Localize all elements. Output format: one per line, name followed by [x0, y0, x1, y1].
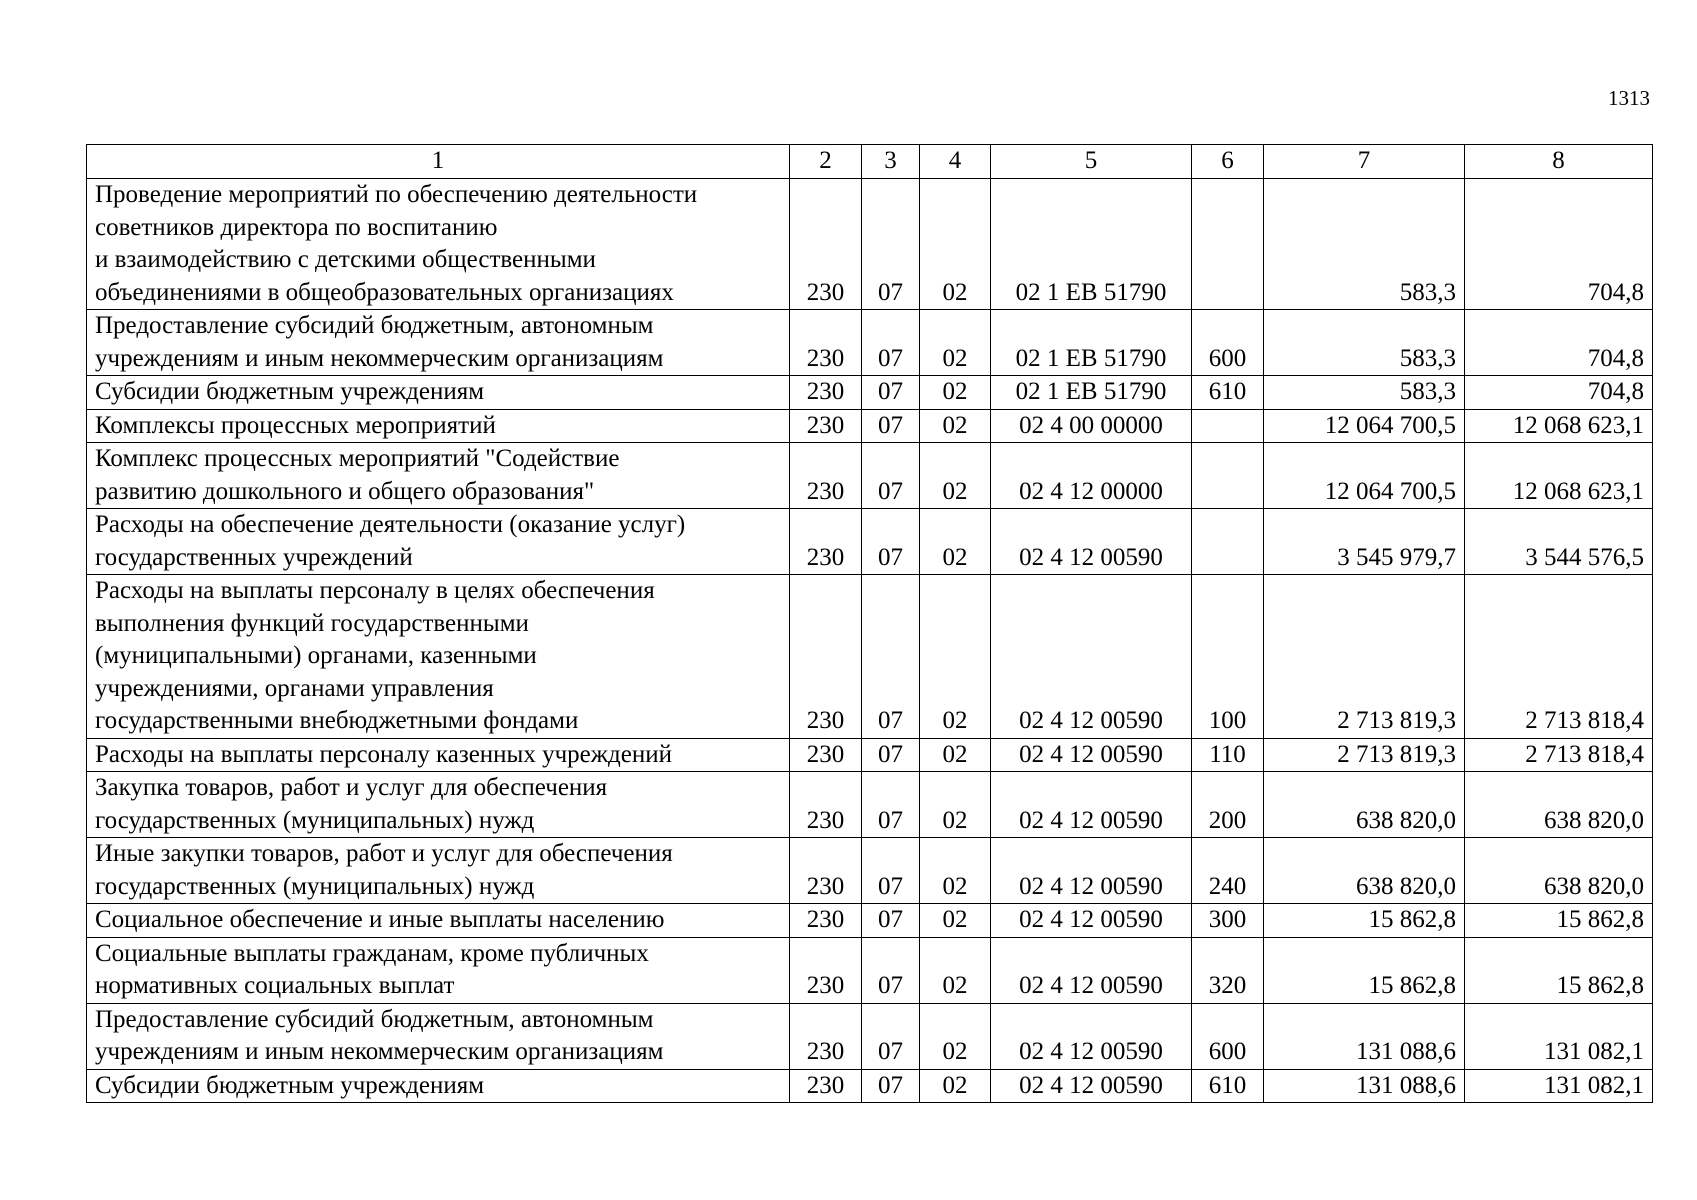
row-cell-col2: 230: [790, 179, 862, 310]
row-cell-col7: 583,3: [1264, 310, 1465, 376]
table-row: [87, 509, 1653, 575]
table-row: [87, 575, 1653, 739]
table-row: [87, 904, 1653, 938]
column-header-3: 3: [862, 145, 920, 179]
row-cell-col2: 230: [790, 1003, 862, 1069]
row-cell-col4: 02: [920, 1069, 991, 1103]
row-cell-col8: 704,8: [1465, 179, 1653, 310]
row-cell-col3: 07: [862, 409, 920, 443]
row-cell-col4: 02: [920, 409, 991, 443]
row-cell-col7: 2 713 819,3: [1264, 738, 1465, 772]
row-cell-col5: 02 4 12 00590: [991, 1003, 1192, 1069]
row-cell-col8: 12 068 623,1: [1465, 409, 1653, 443]
row-cell-col2: 230: [790, 509, 862, 575]
budget-table: [86, 144, 1653, 1103]
row-cell-col2: 230: [790, 310, 862, 376]
row-cell-col3: 07: [862, 838, 920, 904]
row-cell-col2: 230: [790, 904, 862, 938]
row-cell-col8: 12 068 623,1: [1465, 443, 1653, 509]
row-cell-col2: 230: [790, 838, 862, 904]
row-cell-col6: [1192, 443, 1264, 509]
row-cell-col2: 230: [790, 376, 862, 410]
header-row: [87, 145, 1653, 179]
table-row: [87, 409, 1653, 443]
table-row: [87, 772, 1653, 838]
row-name-cell: Комплекс процессных мероприятий "Содействие развитию дошкольного и общего образования": [87, 443, 790, 509]
row-cell-col8: 131 082,1: [1465, 1069, 1653, 1103]
table-row: [87, 1003, 1653, 1069]
row-cell-col3: 07: [862, 1069, 920, 1103]
column-header-7: 7: [1264, 145, 1465, 179]
table-body: [87, 179, 1653, 1103]
row-cell-col5: 02 4 12 00590: [991, 904, 1192, 938]
row-cell-col6: 610: [1192, 376, 1264, 410]
row-cell-col6: 600: [1192, 1003, 1264, 1069]
column-header-8: 8: [1465, 145, 1653, 179]
row-cell-col3: 07: [862, 179, 920, 310]
row-name-cell: Проведение мероприятий по обеспечению деятельности советников директора по воспитанию и взаимодействию с детскими общественными объединениями в общеобразовательных организациях: [87, 179, 790, 310]
row-cell-col2: 230: [790, 772, 862, 838]
row-name-cell: Субсидии бюджетным учреждениям: [87, 1069, 790, 1103]
row-cell-col4: 02: [920, 575, 991, 739]
row-name-cell: Социальное обеспечение и иные выплаты населению: [87, 904, 790, 938]
row-cell-col4: 02: [920, 738, 991, 772]
row-cell-col3: 07: [862, 738, 920, 772]
row-cell-col3: 07: [862, 443, 920, 509]
row-name-cell: Иные закупки товаров, работ и услуг для обеспечения государственных (муниципальных) нужд: [87, 838, 790, 904]
row-cell-col8: 15 862,8: [1465, 904, 1653, 938]
row-cell-col5: 02 1 ЕВ 51790: [991, 376, 1192, 410]
row-cell-col6: 110: [1192, 738, 1264, 772]
table-row: [87, 443, 1653, 509]
row-cell-col6: 240: [1192, 838, 1264, 904]
row-cell-col8: 704,8: [1465, 310, 1653, 376]
row-cell-col5: 02 4 12 00590: [991, 937, 1192, 1003]
table-header: [87, 145, 1653, 179]
row-cell-col4: 02: [920, 772, 991, 838]
row-cell-col3: 07: [862, 904, 920, 938]
row-cell-col8: 704,8: [1465, 376, 1653, 410]
row-cell-col3: 07: [862, 937, 920, 1003]
row-cell-col2: 230: [790, 937, 862, 1003]
page-number: 1313: [1608, 86, 1650, 110]
row-cell-col2: 230: [790, 575, 862, 739]
row-cell-col5: 02 1 ЕВ 51790: [991, 310, 1192, 376]
row-cell-col3: 07: [862, 1003, 920, 1069]
row-cell-col6: 200: [1192, 772, 1264, 838]
table-row: [87, 738, 1653, 772]
row-name-cell: Расходы на обеспечение деятельности (оказание услуг) государственных учреждений: [87, 509, 790, 575]
row-cell-col8: 638 820,0: [1465, 772, 1653, 838]
row-cell-col7: 638 820,0: [1264, 838, 1465, 904]
row-cell-col7: 3 545 979,7: [1264, 509, 1465, 575]
table-row: [87, 376, 1653, 410]
row-cell-col3: 07: [862, 376, 920, 410]
row-cell-col2: 230: [790, 738, 862, 772]
column-header-5: 5: [991, 145, 1192, 179]
table-row: [87, 1069, 1653, 1103]
row-cell-col2: 230: [790, 443, 862, 509]
row-cell-col6: 600: [1192, 310, 1264, 376]
row-name-cell: Комплексы процессных мероприятий: [87, 409, 790, 443]
column-header-2: 2: [790, 145, 862, 179]
row-cell-col6: [1192, 409, 1264, 443]
column-header-4: 4: [920, 145, 991, 179]
row-cell-col4: 02: [920, 1003, 991, 1069]
row-cell-col7: 583,3: [1264, 376, 1465, 410]
row-cell-col6: 100: [1192, 575, 1264, 739]
row-cell-col4: 02: [920, 937, 991, 1003]
row-cell-col7: 131 088,6: [1264, 1069, 1465, 1103]
row-cell-col7: 12 064 700,5: [1264, 443, 1465, 509]
row-cell-col8: 2 713 818,4: [1465, 738, 1653, 772]
row-cell-col4: 02: [920, 443, 991, 509]
row-cell-col8: 3 544 576,5: [1465, 509, 1653, 575]
row-cell-col4: 02: [920, 376, 991, 410]
row-cell-col5: 02 1 ЕВ 51790: [991, 179, 1192, 310]
row-name-cell: Предоставление субсидий бюджетным, автономным учреждениям и иным некоммерческим организациям: [87, 1003, 790, 1069]
column-header-1: 1: [87, 145, 790, 179]
row-cell-col5: 02 4 12 00000: [991, 443, 1192, 509]
row-cell-col3: 07: [862, 509, 920, 575]
row-cell-col8: 15 862,8: [1465, 937, 1653, 1003]
row-cell-col6: 300: [1192, 904, 1264, 938]
row-cell-col8: 131 082,1: [1465, 1003, 1653, 1069]
row-cell-col4: 02: [920, 509, 991, 575]
row-cell-col7: 131 088,6: [1264, 1003, 1465, 1069]
row-cell-col5: 02 4 12 00590: [991, 772, 1192, 838]
row-cell-col5: 02 4 12 00590: [991, 738, 1192, 772]
row-cell-col5: 02 4 12 00590: [991, 509, 1192, 575]
table-row: [87, 937, 1653, 1003]
row-name-cell: Социальные выплаты гражданам, кроме публичных нормативных социальных выплат: [87, 937, 790, 1003]
row-cell-col3: 07: [862, 310, 920, 376]
row-cell-col7: 15 862,8: [1264, 937, 1465, 1003]
row-name-cell: Расходы на выплаты персоналу казенных учреждений: [87, 738, 790, 772]
row-cell-col4: 02: [920, 838, 991, 904]
row-name-cell: Предоставление субсидий бюджетным, автономным учреждениям и иным некоммерческим организациям: [87, 310, 790, 376]
row-cell-col3: 07: [862, 772, 920, 838]
row-cell-col2: 230: [790, 409, 862, 443]
row-cell-col4: 02: [920, 310, 991, 376]
table-row: [87, 310, 1653, 376]
row-cell-col7: 15 862,8: [1264, 904, 1465, 938]
column-header-6: 6: [1192, 145, 1264, 179]
row-cell-col5: 02 4 00 00000: [991, 409, 1192, 443]
row-cell-col4: 02: [920, 904, 991, 938]
row-cell-col5: 02 4 12 00590: [991, 838, 1192, 904]
row-name-cell: Расходы на выплаты персоналу в целях обеспечения выполнения функций государственными (муниципальными) органами, казенными учреждениями, органами управления государственными внебюджетными фондами: [87, 575, 790, 739]
row-cell-col7: 638 820,0: [1264, 772, 1465, 838]
row-cell-col5: 02 4 12 00590: [991, 1069, 1192, 1103]
row-cell-col3: 07: [862, 575, 920, 739]
row-cell-col8: 638 820,0: [1465, 838, 1653, 904]
row-cell-col6: 320: [1192, 937, 1264, 1003]
row-cell-col6: [1192, 179, 1264, 310]
row-cell-col5: 02 4 12 00590: [991, 575, 1192, 739]
row-cell-col8: 2 713 818,4: [1465, 575, 1653, 739]
row-cell-col6: 610: [1192, 1069, 1264, 1103]
row-cell-col7: 12 064 700,5: [1264, 409, 1465, 443]
row-cell-col7: 583,3: [1264, 179, 1465, 310]
row-name-cell: Субсидии бюджетным учреждениям: [87, 376, 790, 410]
row-cell-col6: [1192, 509, 1264, 575]
row-cell-col2: 230: [790, 1069, 862, 1103]
row-name-cell: Закупка товаров, работ и услуг для обеспечения государственных (муниципальных) нужд: [87, 772, 790, 838]
table-row: [87, 179, 1653, 310]
row-cell-col4: 02: [920, 179, 991, 310]
table-row: [87, 838, 1653, 904]
row-cell-col7: 2 713 819,3: [1264, 575, 1465, 739]
